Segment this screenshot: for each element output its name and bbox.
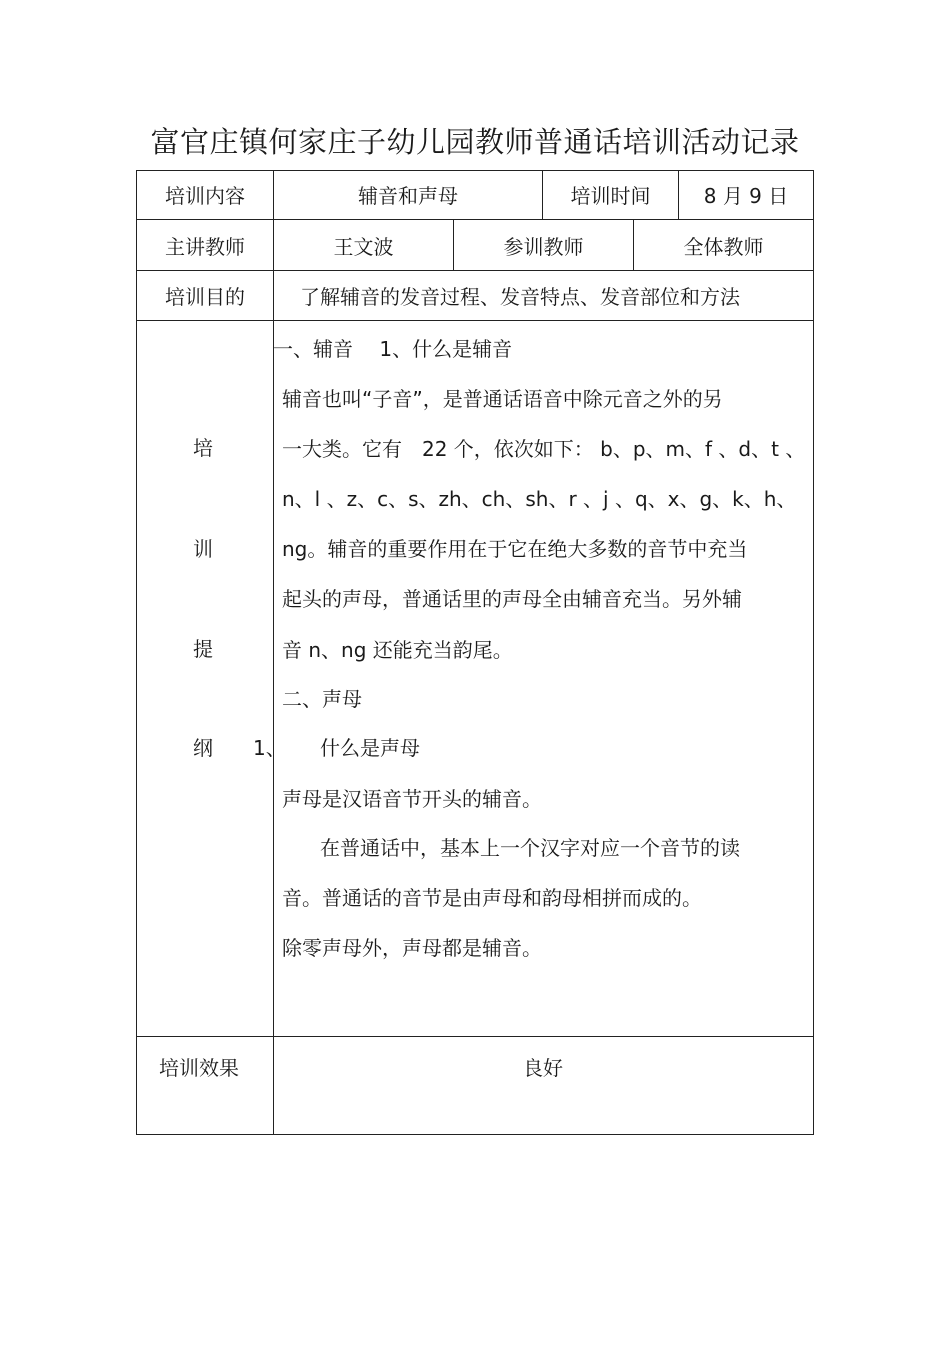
outline-line: ng。辅音的重要作用在于它在绝大多数的音节中充当: [282, 537, 748, 561]
outline-line: 除零声母外，声母都是辅音。: [282, 936, 542, 960]
outline-line: 音。普通话的音节是由声母和韵母相拼而成的。: [282, 886, 702, 910]
outline-line: n、l 、z、c、s、zh、ch、sh、r 、j 、q、x、g、k、h、: [282, 487, 797, 511]
outline-line: 一大类。它有 22 个，依次如下： b、p、m、f 、d、t 、: [282, 437, 806, 461]
content-value: 辅音和声母: [358, 184, 458, 208]
outline-label-char: 提: [193, 637, 213, 661]
time-value: 8 月 9 日: [703, 184, 789, 208]
participants-label: 参训教师: [503, 234, 584, 259]
outline-label-char: 训: [193, 537, 213, 561]
outline-line: 辅音也叫“子音”，是普通话语音中除元音之外的另: [282, 387, 723, 411]
outline-label-char: 纲: [193, 736, 213, 760]
outline-line: 什么是声母: [320, 736, 420, 760]
goal-label: 培训目的: [165, 285, 245, 309]
outline-line: 声母是汉语音节开头的辅音。: [282, 787, 542, 811]
document-title: 富官庄镇何家庄子幼儿园教师普通话培训活动记录: [150, 125, 800, 159]
outline-label-number: 1、: [253, 736, 286, 760]
outline-line: 音 n、ng 还能充当韵尾。: [282, 638, 513, 662]
outline-line: 在普通话中，基本上一个汉字对应一个音节的读: [320, 836, 740, 860]
participants-value: 全体教师: [683, 234, 764, 259]
lecturer-label: 主讲教师: [165, 234, 245, 259]
goal-value: 了解辅音的发音过程、发音特点、发音部位和方法: [300, 285, 740, 309]
effect-value: 良好: [523, 1056, 563, 1080]
outline-line: 一、辅音 1、什么是辅音: [273, 337, 513, 361]
effect-label: 培训效果: [159, 1056, 239, 1080]
outline-label-char: 培: [193, 436, 213, 460]
outline-line: 二、声母: [282, 687, 362, 711]
content-label: 培训内容: [165, 184, 245, 208]
time-label: 培训时间: [570, 184, 651, 208]
outline-line: 起头的声母，普通话里的声母全由辅音充当。另外辅: [282, 587, 742, 611]
lecturer-value: 王文波: [333, 234, 394, 259]
